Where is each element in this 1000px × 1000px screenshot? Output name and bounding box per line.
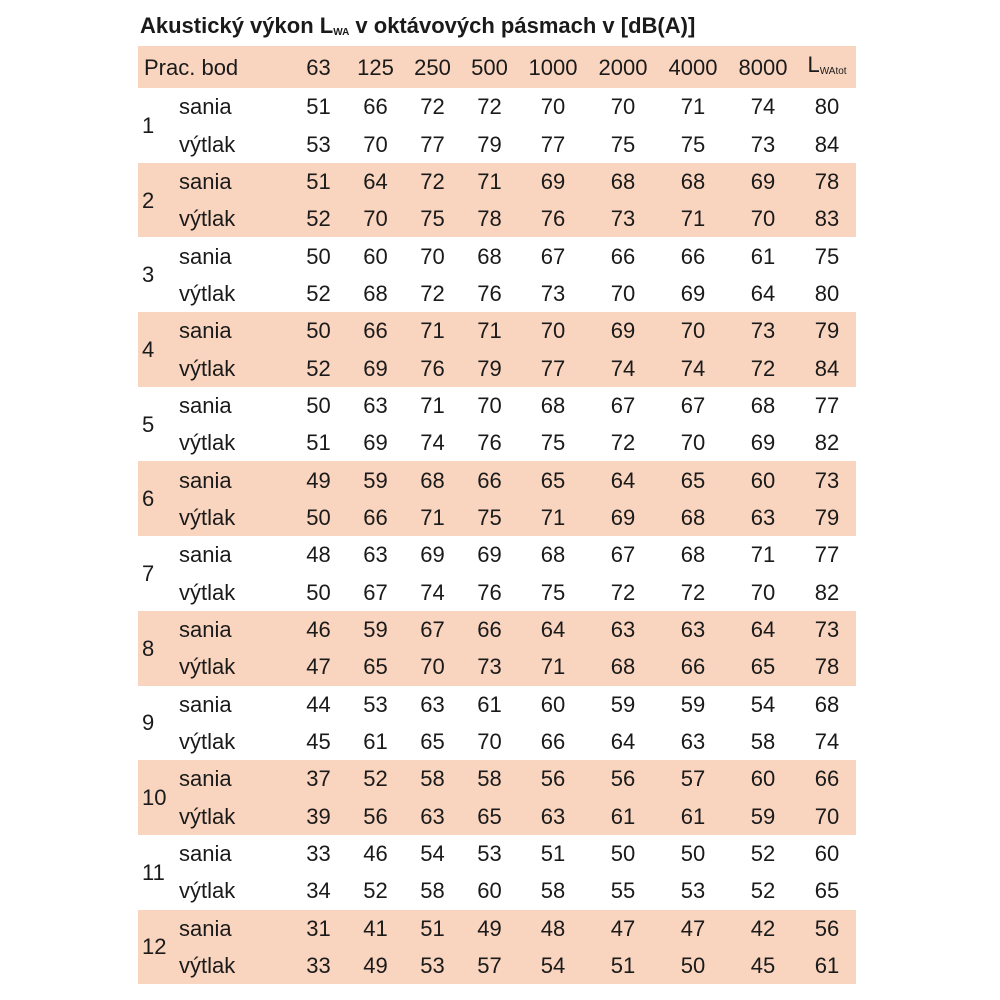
value-cell: 53 [363, 691, 388, 717]
total-value-cell: 82 [814, 579, 840, 605]
value-cell: 42 [728, 910, 798, 947]
header-working-point: Prac. bod [138, 46, 290, 88]
value-cell: 75 [610, 131, 636, 157]
table-row [138, 163, 856, 200]
total-value-cell: 56 [798, 910, 856, 947]
total-value-cell: 80 [814, 94, 840, 120]
value-cell: 74 [750, 94, 776, 120]
value-cell: 69 [363, 430, 388, 456]
value-cell: 50 [306, 392, 331, 418]
value-cell: 54 [750, 691, 776, 717]
value-cell: 70 [363, 131, 388, 157]
title-prefix: Akustický výkon L [140, 13, 334, 38]
value-cell: 72 [728, 349, 798, 386]
value-cell: 72 [610, 430, 636, 456]
value-cell: 70 [347, 200, 404, 237]
total-value-cell: 84 [798, 349, 856, 386]
value-cell: 73 [750, 131, 776, 157]
value-cell: 68 [750, 392, 776, 418]
table-row [138, 275, 856, 312]
value-cell: 68 [680, 542, 706, 568]
value-cell: 39 [290, 798, 347, 835]
value-cell: 55 [610, 878, 636, 904]
table-row [138, 723, 856, 760]
table-row [138, 611, 856, 648]
value-cell: 76 [477, 430, 502, 456]
value-cell: 74 [658, 349, 728, 386]
value-cell: 47 [658, 910, 728, 947]
value-cell: 77 [420, 131, 445, 157]
value-cell: 34 [306, 878, 331, 904]
measurement-type: výtlak [179, 280, 236, 306]
value-cell: 69 [420, 542, 445, 568]
value-cell: 52 [347, 760, 404, 797]
value-cell: 65 [420, 729, 445, 755]
value-cell: 61 [658, 798, 728, 835]
total-value-cell: 61 [798, 947, 856, 984]
total-value-cell: 77 [814, 542, 840, 568]
value-cell: 67 [610, 542, 636, 568]
value-cell: 69 [680, 280, 706, 306]
working-point-number: 11 [142, 859, 165, 885]
total-value-cell: 78 [798, 648, 856, 685]
value-cell: 63 [658, 611, 728, 648]
value-cell: 74 [420, 430, 445, 456]
value-cell: 58 [420, 878, 445, 904]
value-cell: 65 [461, 798, 518, 835]
value-cell: 63 [404, 798, 461, 835]
value-cell: 49 [461, 910, 518, 947]
total-value-cell: 75 [814, 243, 840, 269]
measurement-type: výtlak [178, 947, 290, 984]
value-cell: 77 [540, 131, 566, 157]
value-cell: 71 [680, 94, 706, 120]
measurement-type: sania [178, 312, 290, 349]
value-cell: 47 [290, 648, 347, 685]
value-cell: 33 [290, 947, 347, 984]
measurement-type: výtlak [179, 729, 236, 755]
value-cell: 66 [540, 729, 566, 755]
value-cell: 52 [306, 280, 331, 306]
table-row [138, 424, 856, 461]
value-cell: 58 [404, 760, 461, 797]
header-total-subscript: WAtot [819, 66, 847, 77]
measurement-type: sania [178, 611, 290, 648]
value-cell: 50 [306, 243, 331, 269]
title-subscript: WA [333, 27, 350, 38]
total-value-cell: 84 [814, 131, 840, 157]
value-cell: 44 [306, 691, 331, 717]
value-cell: 60 [540, 691, 566, 717]
value-cell: 51 [404, 910, 461, 947]
value-cell: 67 [610, 392, 636, 418]
value-cell: 61 [588, 798, 658, 835]
value-cell: 75 [540, 579, 566, 605]
value-cell: 49 [290, 461, 347, 498]
value-cell: 66 [680, 243, 706, 269]
value-cell: 53 [404, 947, 461, 984]
value-cell: 69 [588, 312, 658, 349]
total-value-cell: 65 [814, 878, 840, 904]
working-point-number: 4 [138, 312, 178, 387]
value-cell: 52 [750, 878, 776, 904]
value-cell: 56 [347, 798, 404, 835]
total-value-cell: 83 [798, 200, 856, 237]
value-cell: 70 [728, 200, 798, 237]
value-cell: 67 [680, 392, 706, 418]
value-cell: 61 [477, 691, 502, 717]
value-cell: 73 [461, 648, 518, 685]
table-row [138, 686, 856, 723]
working-point-number: 10 [138, 760, 178, 835]
value-cell: 48 [306, 542, 331, 568]
value-cell: 70 [658, 312, 728, 349]
title-suffix: v oktávových pásmach v [dB(A)] [349, 13, 696, 38]
measurement-type: výtlak [179, 579, 236, 605]
value-cell: 71 [461, 163, 518, 200]
total-value-cell: 74 [814, 729, 840, 755]
value-cell: 59 [347, 461, 404, 498]
working-point-number: 9 [142, 710, 155, 736]
value-cell: 66 [347, 499, 404, 536]
value-cell: 58 [540, 878, 566, 904]
value-cell: 67 [540, 243, 566, 269]
value-cell: 75 [461, 499, 518, 536]
measurement-type: sania [179, 691, 232, 717]
header-band-250: 250 [404, 46, 461, 88]
value-cell: 52 [363, 878, 388, 904]
value-cell: 69 [518, 163, 588, 200]
total-value-cell: 77 [814, 392, 840, 418]
value-cell: 68 [588, 163, 658, 200]
measurement-type: sania [178, 163, 290, 200]
header-band-4000: 4000 [658, 46, 728, 88]
value-cell: 72 [420, 280, 445, 306]
table-row [138, 872, 856, 909]
value-cell: 50 [290, 499, 347, 536]
value-cell: 54 [420, 841, 445, 867]
value-cell: 68 [404, 461, 461, 498]
value-cell: 68 [658, 163, 728, 200]
header-band-500: 500 [461, 46, 518, 88]
measurement-type: výtlak [179, 131, 236, 157]
measurement-type: sania [179, 542, 232, 568]
table-body [138, 46, 856, 984]
value-cell: 72 [404, 163, 461, 200]
total-value-cell: 73 [798, 611, 856, 648]
measurement-type: sania [178, 461, 290, 498]
value-cell: 53 [306, 131, 331, 157]
value-cell: 73 [588, 200, 658, 237]
acoustic-power-table [138, 46, 856, 984]
measurement-type: výtlak [178, 349, 290, 386]
value-cell: 76 [518, 200, 588, 237]
total-value-cell: 82 [814, 430, 840, 456]
value-cell: 59 [680, 691, 706, 717]
value-cell: 59 [347, 611, 404, 648]
header-total-main: L [807, 52, 820, 77]
measurement-type: sania [179, 841, 232, 867]
value-cell: 65 [728, 648, 798, 685]
value-cell: 60 [728, 461, 798, 498]
value-cell: 65 [658, 461, 728, 498]
header-total [798, 46, 856, 88]
value-cell: 73 [540, 280, 566, 306]
value-cell: 74 [420, 579, 445, 605]
value-cell: 63 [420, 691, 445, 717]
total-value-cell: 68 [814, 691, 840, 717]
value-cell: 37 [290, 760, 347, 797]
header-band-125: 125 [347, 46, 404, 88]
value-cell: 79 [477, 131, 502, 157]
measurement-type: sania [178, 910, 290, 947]
value-cell: 59 [610, 691, 636, 717]
value-cell: 66 [363, 94, 388, 120]
value-cell: 70 [610, 280, 636, 306]
value-cell: 71 [404, 312, 461, 349]
value-cell: 52 [290, 200, 347, 237]
table-row [138, 461, 856, 498]
value-cell: 54 [518, 947, 588, 984]
value-cell: 63 [363, 542, 388, 568]
value-cell: 78 [461, 200, 518, 237]
measurement-type: sania [179, 243, 232, 269]
value-cell: 70 [610, 94, 636, 120]
value-cell: 67 [363, 579, 388, 605]
value-cell: 59 [728, 798, 798, 835]
header-band-2000: 2000 [588, 46, 658, 88]
value-cell: 76 [477, 280, 502, 306]
value-cell: 71 [420, 392, 445, 418]
value-cell: 66 [658, 648, 728, 685]
value-cell: 70 [680, 430, 706, 456]
value-cell: 70 [518, 312, 588, 349]
value-cell: 70 [477, 729, 502, 755]
value-cell: 70 [750, 579, 776, 605]
value-cell: 50 [680, 841, 706, 867]
value-cell: 65 [518, 461, 588, 498]
value-cell: 61 [363, 729, 388, 755]
value-cell: 64 [728, 611, 798, 648]
value-cell: 75 [540, 430, 566, 456]
measurement-type: výtlak [178, 798, 290, 835]
value-cell: 68 [658, 499, 728, 536]
table-row [138, 387, 856, 424]
value-cell: 60 [363, 243, 388, 269]
value-cell: 66 [347, 312, 404, 349]
working-point-number: 5 [142, 411, 155, 437]
header-row [138, 46, 856, 88]
value-cell: 67 [404, 611, 461, 648]
table-row [138, 88, 856, 125]
value-cell: 51 [290, 163, 347, 200]
total-value-cell: 79 [798, 312, 856, 349]
value-cell: 51 [588, 947, 658, 984]
value-cell: 71 [404, 499, 461, 536]
table-row [138, 499, 856, 536]
value-cell: 64 [518, 611, 588, 648]
measurement-type: výtlak [179, 878, 236, 904]
value-cell: 69 [728, 163, 798, 200]
value-cell: 74 [588, 349, 658, 386]
value-cell: 46 [290, 611, 347, 648]
value-cell: 70 [420, 243, 445, 269]
value-cell: 63 [680, 729, 706, 755]
value-cell: 50 [290, 312, 347, 349]
value-cell: 45 [306, 729, 331, 755]
value-cell: 63 [728, 499, 798, 536]
value-cell: 64 [750, 280, 776, 306]
header-band-63: 63 [290, 46, 347, 88]
value-cell: 70 [477, 392, 502, 418]
value-cell: 72 [477, 94, 502, 120]
value-cell: 57 [461, 947, 518, 984]
working-point-number: 6 [138, 461, 178, 536]
value-cell: 50 [610, 841, 636, 867]
value-cell: 79 [461, 349, 518, 386]
value-cell: 45 [728, 947, 798, 984]
header-band-1000: 1000 [518, 46, 588, 88]
value-cell: 71 [750, 542, 776, 568]
value-cell: 66 [461, 461, 518, 498]
measurement-type: výtlak [179, 430, 236, 456]
working-point-number: 3 [142, 262, 155, 288]
value-cell: 71 [461, 312, 518, 349]
table-row [138, 536, 856, 573]
value-cell: 72 [420, 94, 445, 120]
working-point-number: 12 [138, 910, 178, 985]
header-band-8000: 8000 [728, 46, 798, 88]
value-cell: 63 [588, 611, 658, 648]
table-row [138, 947, 856, 984]
working-point-number: 1 [142, 112, 155, 138]
working-point-number: 8 [138, 611, 178, 686]
value-cell: 52 [290, 349, 347, 386]
value-cell: 68 [363, 280, 388, 306]
table-row [138, 910, 856, 947]
value-cell: 76 [477, 579, 502, 605]
table-title [140, 9, 695, 43]
value-cell: 71 [518, 499, 588, 536]
value-cell: 68 [477, 243, 502, 269]
value-cell: 51 [306, 430, 331, 456]
value-cell: 71 [518, 648, 588, 685]
table-row [138, 798, 856, 835]
measurement-type: výtlak [178, 648, 290, 685]
value-cell: 76 [404, 349, 461, 386]
value-cell: 51 [540, 841, 566, 867]
value-cell: 70 [540, 94, 566, 120]
working-point-number: 7 [142, 560, 155, 586]
measurement-type: výtlak [178, 499, 290, 536]
table-row [138, 349, 856, 386]
value-cell: 60 [728, 760, 798, 797]
working-point-number: 2 [138, 163, 178, 238]
value-cell: 31 [290, 910, 347, 947]
value-cell: 58 [461, 760, 518, 797]
total-value-cell: 73 [798, 461, 856, 498]
value-cell: 50 [306, 579, 331, 605]
table-row [138, 835, 856, 872]
value-cell: 60 [477, 878, 502, 904]
value-cell: 47 [588, 910, 658, 947]
total-value-cell: 79 [798, 499, 856, 536]
value-cell: 75 [404, 200, 461, 237]
value-cell: 65 [347, 648, 404, 685]
total-value-cell: 78 [798, 163, 856, 200]
value-cell: 69 [477, 542, 502, 568]
value-cell: 53 [477, 841, 502, 867]
value-cell: 69 [750, 430, 776, 456]
table-row [138, 237, 856, 274]
value-cell: 58 [750, 729, 776, 755]
value-cell: 75 [680, 131, 706, 157]
value-cell: 73 [728, 312, 798, 349]
total-value-cell: 80 [814, 280, 840, 306]
table-row [138, 648, 856, 685]
total-value-cell: 70 [798, 798, 856, 835]
value-cell: 77 [518, 349, 588, 386]
table-row [138, 200, 856, 237]
value-cell: 51 [306, 94, 331, 120]
value-cell: 64 [588, 461, 658, 498]
value-cell: 72 [680, 579, 706, 605]
value-cell: 56 [588, 760, 658, 797]
value-cell: 66 [461, 611, 518, 648]
total-value-cell: 66 [798, 760, 856, 797]
value-cell: 63 [363, 392, 388, 418]
total-value-cell: 60 [814, 841, 840, 867]
value-cell: 56 [518, 760, 588, 797]
value-cell: 64 [610, 729, 636, 755]
value-cell: 72 [610, 579, 636, 605]
value-cell: 53 [680, 878, 706, 904]
value-cell: 57 [658, 760, 728, 797]
value-cell: 66 [610, 243, 636, 269]
value-cell: 69 [588, 499, 658, 536]
value-cell: 71 [658, 200, 728, 237]
value-cell: 46 [363, 841, 388, 867]
table-row [138, 760, 856, 797]
value-cell: 33 [306, 841, 331, 867]
value-cell: 68 [540, 392, 566, 418]
measurement-type: sania [179, 94, 232, 120]
value-cell: 52 [750, 841, 776, 867]
value-cell: 68 [540, 542, 566, 568]
measurement-type: výtlak [178, 200, 290, 237]
value-cell: 64 [347, 163, 404, 200]
value-cell: 50 [658, 947, 728, 984]
value-cell: 70 [404, 648, 461, 685]
value-cell: 69 [347, 349, 404, 386]
table-row [138, 125, 856, 162]
table-row [138, 312, 856, 349]
measurement-type: sania [179, 392, 232, 418]
value-cell: 41 [347, 910, 404, 947]
value-cell: 49 [347, 947, 404, 984]
table-row [138, 573, 856, 610]
value-cell: 61 [750, 243, 776, 269]
measurement-type: sania [178, 760, 290, 797]
value-cell: 63 [518, 798, 588, 835]
value-cell: 68 [588, 648, 658, 685]
value-cell: 48 [518, 910, 588, 947]
